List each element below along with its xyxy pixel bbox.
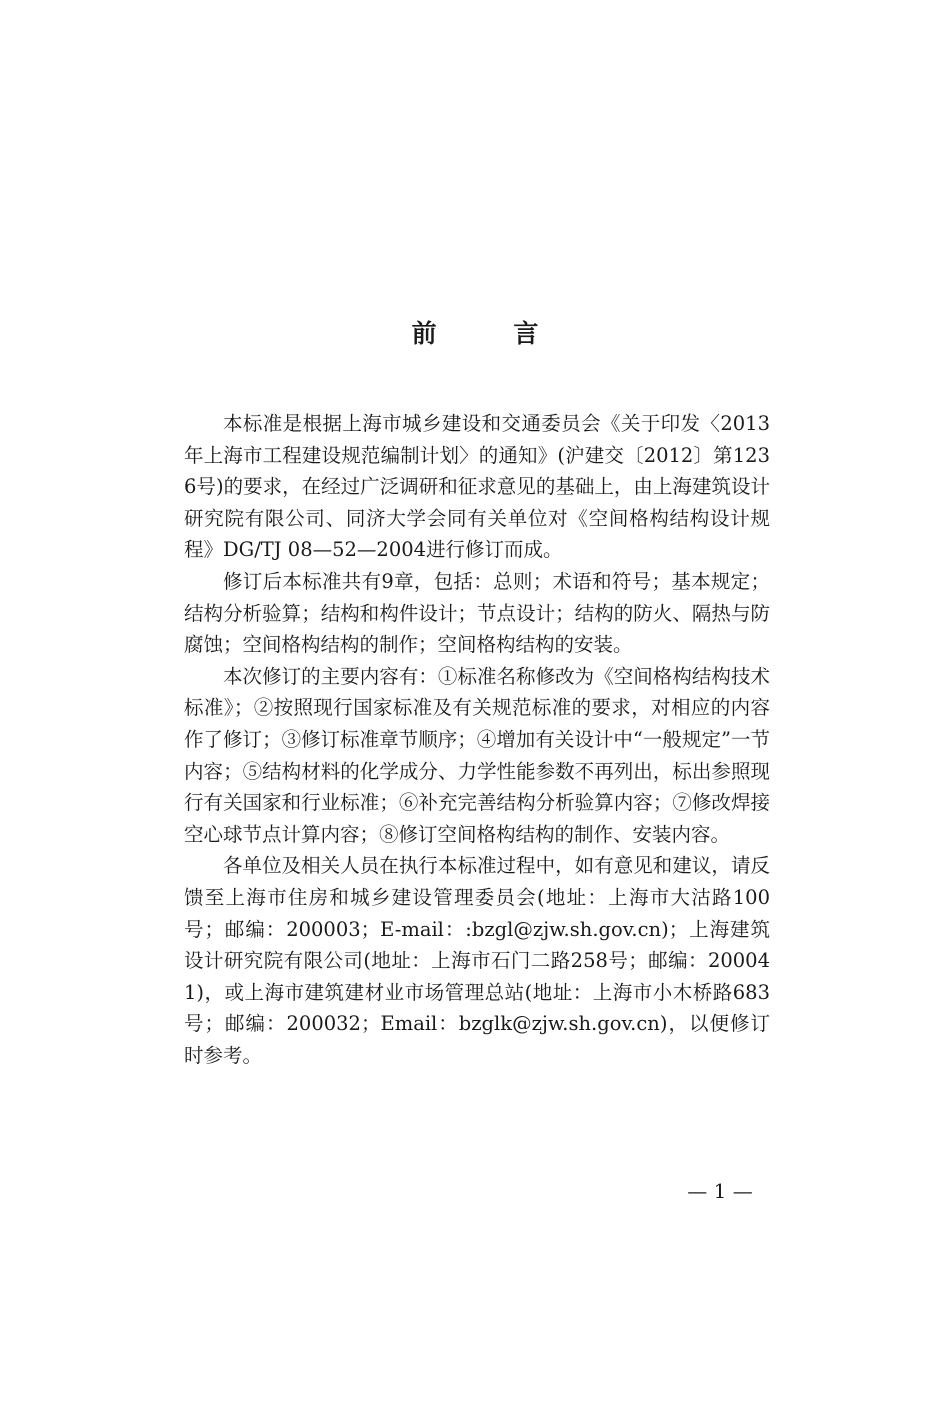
page-number: — 1 — — [687, 1179, 753, 1203]
paragraph-basis: 本标准是根据上海市城乡建设和交通委员会《关于印发〈2013年上海市工程建设规范编制计划〉的通知》(沪建交〔2012〕第1236号)的要求，在经过广泛调研和征求意见的基础上，由上海建筑设计研究院有限公司、同济大学会同有关单位对《空间格构结构设计规程》DG/TJ 08—52—2004进行修订而成。 — [184, 412, 770, 562]
page-title: 前 言 — [411, 319, 573, 348]
paragraph-chapters: 修订后本标准共有9章，包括：总则；术语和符号；基本规定；结构分析验算；结构和构件设计；节点设计；结构的防火、隔热与防腐蚀；空间格构结构的制作；空间格构结构的安装。 — [184, 569, 770, 657]
paragraph-feedback: 各单位及相关人员在执行本标准过程中，如有意见和建议，请反馈至上海市住房和城乡建设管理委员会(地址：上海市大沽路100号；邮编：200003；E-mail：:bzgl@zjw.sh.gov.cn)；上海建筑设计研究院有限公司(地址：上海市石门二路258号；邮编：200041)，或上海市建筑建材业市场管理总站(地址：上海市小木桥路683号；邮编：200032；Email：bzglk@zjw.sh.gov.cn)，以便修订时参考。 — [184, 854, 770, 1067]
paragraph-revisions: 本次修订的主要内容有：①标准名称修改为《空间格构结构技术标准》；②按照现行国家标准及有关规范标准的要求，对相应的内容作了修订；③修订标准章节顺序；④增加有关设计中“一般规定”一节内容；⑤结构材料的化学成分、力学性能参数不再列出，标出参照现行有关国家和行业标准；⑥补充完善结构分析验算内容；⑦修改焊接空心球节点计算内容；⑧修订空间格构结构的制作、安装内容。 — [184, 664, 770, 846]
document-body — [184, 408, 770, 1071]
